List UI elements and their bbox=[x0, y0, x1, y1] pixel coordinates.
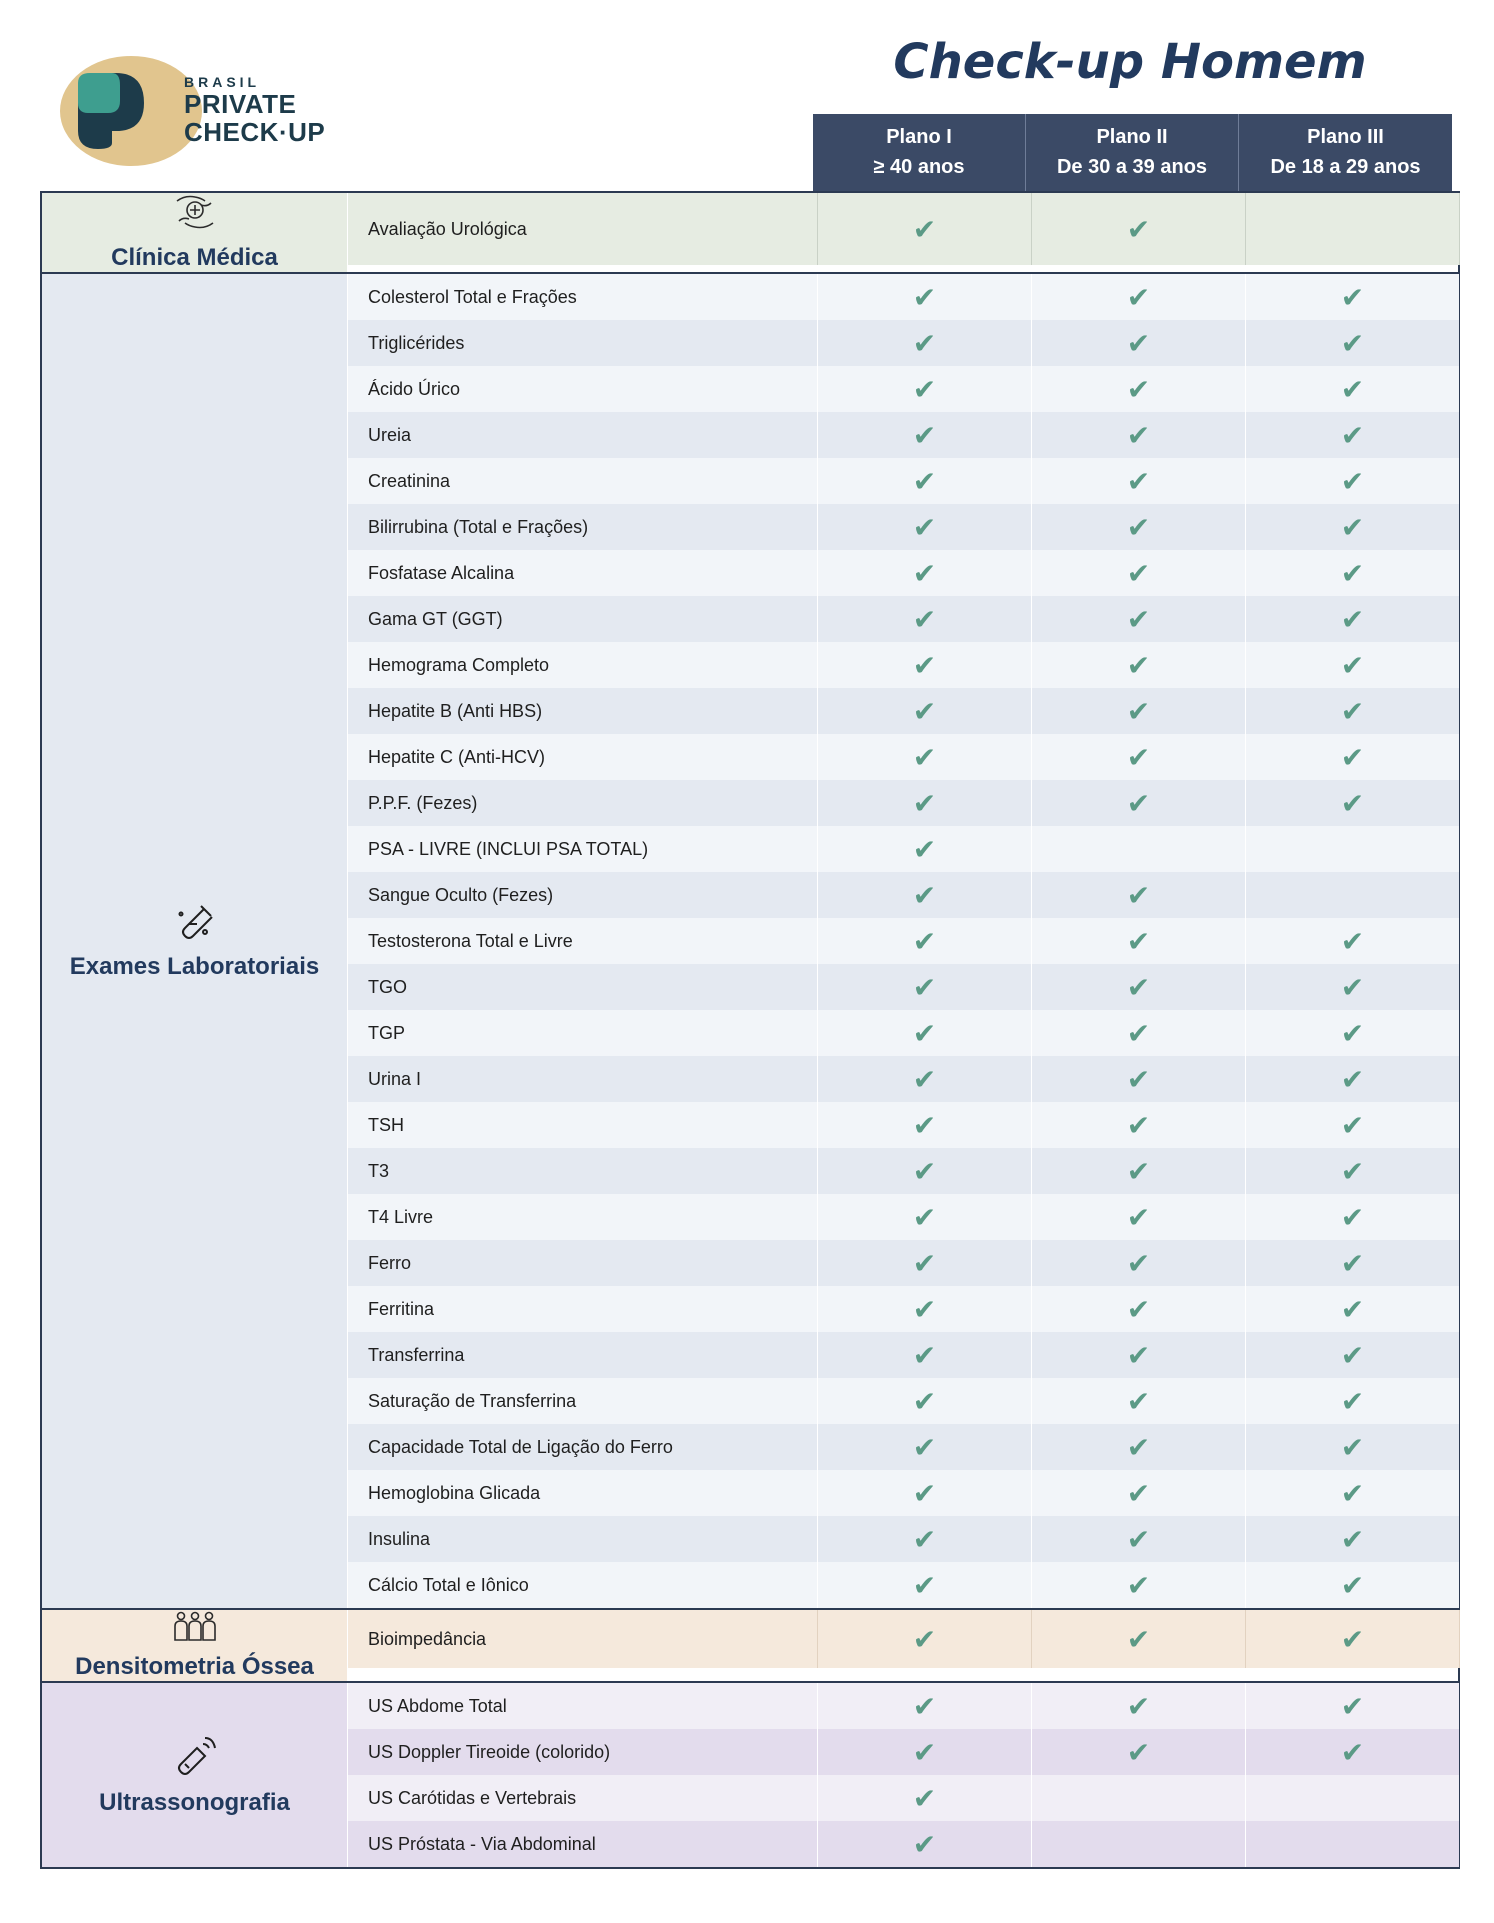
check-icon: ✔ bbox=[1032, 1286, 1246, 1332]
check-icon: ✔ bbox=[818, 504, 1032, 550]
exam-name: US Abdome Total bbox=[348, 1683, 818, 1729]
check-icon: ✔ bbox=[1032, 1610, 1246, 1668]
exam-name: US Doppler Tireoide (colorido) bbox=[348, 1729, 818, 1775]
check-icon: ✔ bbox=[1032, 872, 1246, 918]
check-icon: ✔ bbox=[1032, 1424, 1246, 1470]
empty-cell bbox=[1246, 193, 1460, 265]
check-icon: ✔ bbox=[818, 1729, 1032, 1775]
empty-cell bbox=[1032, 1821, 1246, 1867]
exam-name: Gama GT (GGT) bbox=[348, 596, 818, 642]
table-row bbox=[348, 193, 1460, 265]
section-clinica-medica bbox=[42, 193, 1458, 274]
section-label bbox=[42, 274, 348, 1608]
check-icon: ✔ bbox=[818, 734, 1032, 780]
logo-private: PRIVATE bbox=[184, 89, 297, 119]
logo-p-icon bbox=[78, 73, 148, 149]
check-icon: ✔ bbox=[818, 1194, 1032, 1240]
check-icon: ✔ bbox=[818, 1010, 1032, 1056]
empty-cell bbox=[1246, 1775, 1459, 1821]
check-icon: ✔ bbox=[1032, 1148, 1246, 1194]
check-icon: ✔ bbox=[818, 1562, 1032, 1608]
check-icon: ✔ bbox=[818, 688, 1032, 734]
exam-name: PSA - LIVRE (INCLUI PSA TOTAL) bbox=[348, 826, 818, 872]
plan-age: De 18 a 29 anos bbox=[1270, 156, 1421, 178]
plan-name: Plano II bbox=[1096, 126, 1168, 148]
check-icon: ✔ bbox=[1032, 458, 1246, 504]
table-row bbox=[348, 688, 1459, 734]
table-row bbox=[348, 504, 1459, 550]
exam-name: Testosterona Total e Livre bbox=[348, 918, 818, 964]
check-icon: ✔ bbox=[1340, 1522, 1365, 1556]
check-icon: ✔ bbox=[1340, 1062, 1365, 1096]
check-icon: ✔ bbox=[1340, 786, 1365, 820]
plan-header-3 bbox=[1239, 114, 1452, 191]
check-icon: ✔ bbox=[818, 1102, 1032, 1148]
table-row bbox=[348, 412, 1459, 458]
exam-name: Urina I bbox=[348, 1056, 818, 1102]
check-icon: ✔ bbox=[818, 1470, 1032, 1516]
section-rows bbox=[348, 274, 1459, 1608]
check-icon: ✔ bbox=[1032, 274, 1246, 320]
check-icon: ✔ bbox=[1032, 1240, 1246, 1286]
check-icon: ✔ bbox=[818, 274, 1032, 320]
table-row bbox=[348, 458, 1459, 504]
section-title: Clínica Médica bbox=[111, 244, 278, 271]
empty-cell bbox=[1246, 1821, 1459, 1867]
logo-checkup: CHECK·UP bbox=[184, 117, 326, 147]
table-row bbox=[348, 320, 1459, 366]
check-icon: ✔ bbox=[1340, 648, 1365, 682]
section-densitometria-ossea bbox=[42, 1610, 1458, 1683]
check-icon: ✔ bbox=[1032, 688, 1246, 734]
exam-name: Triglicérides bbox=[348, 320, 818, 366]
table-row bbox=[348, 1010, 1459, 1056]
table-row bbox=[348, 1240, 1459, 1286]
check-icon: ✔ bbox=[1032, 1470, 1246, 1516]
check-icon: ✔ bbox=[818, 826, 1032, 872]
test-tube-icon bbox=[175, 902, 215, 949]
table-row bbox=[348, 366, 1459, 412]
exam-name: Hepatite C (Anti-HCV) bbox=[348, 734, 818, 780]
exam-name: Capacidade Total de Ligação do Ferro bbox=[348, 1424, 818, 1470]
exam-name: TGP bbox=[348, 1010, 818, 1056]
people-group-icon bbox=[171, 1610, 219, 1649]
exam-name: T3 bbox=[348, 1148, 818, 1194]
check-icon: ✔ bbox=[818, 596, 1032, 642]
check-icon: ✔ bbox=[818, 193, 1032, 265]
table-row bbox=[348, 596, 1459, 642]
check-icon: ✔ bbox=[1340, 464, 1365, 498]
check-icon: ✔ bbox=[1032, 734, 1246, 780]
check-icon: ✔ bbox=[818, 1332, 1032, 1378]
table-row bbox=[348, 780, 1459, 826]
exam-name: Ferritina bbox=[348, 1286, 818, 1332]
check-icon: ✔ bbox=[1340, 1384, 1365, 1418]
check-icon: ✔ bbox=[1032, 412, 1246, 458]
check-icon: ✔ bbox=[1340, 1154, 1365, 1188]
table-row bbox=[348, 918, 1459, 964]
empty-cell bbox=[1032, 1775, 1246, 1821]
table-row bbox=[348, 1729, 1459, 1775]
table-row bbox=[348, 1056, 1459, 1102]
table-row bbox=[348, 1516, 1459, 1562]
exam-name: Ureia bbox=[348, 412, 818, 458]
check-icon: ✔ bbox=[1032, 1194, 1246, 1240]
table-row bbox=[348, 1821, 1459, 1867]
check-icon: ✔ bbox=[1032, 550, 1246, 596]
check-icon: ✔ bbox=[818, 1775, 1032, 1821]
logo-wordmark bbox=[184, 74, 325, 146]
table-row bbox=[348, 1102, 1459, 1148]
check-icon: ✔ bbox=[1340, 1476, 1365, 1510]
check-icon: ✔ bbox=[1032, 1378, 1246, 1424]
table-row bbox=[348, 1148, 1459, 1194]
section-exames-laboratoriais bbox=[42, 274, 1458, 1610]
exam-name: Colesterol Total e Frações bbox=[348, 274, 818, 320]
section-rows bbox=[348, 1683, 1459, 1867]
check-icon: ✔ bbox=[1246, 1610, 1460, 1668]
check-icon: ✔ bbox=[818, 412, 1032, 458]
check-icon: ✔ bbox=[818, 458, 1032, 504]
check-icon: ✔ bbox=[1032, 780, 1246, 826]
exam-name: Hepatite B (Anti HBS) bbox=[348, 688, 818, 734]
check-icon: ✔ bbox=[1340, 1689, 1365, 1723]
section-label bbox=[42, 193, 348, 272]
check-icon: ✔ bbox=[1032, 193, 1246, 265]
check-icon: ✔ bbox=[1032, 1516, 1246, 1562]
check-icon: ✔ bbox=[1032, 320, 1246, 366]
check-icon: ✔ bbox=[818, 1821, 1032, 1867]
exam-name: Hemograma Completo bbox=[348, 642, 818, 688]
check-icon: ✔ bbox=[818, 872, 1032, 918]
exam-name: Hemoglobina Glicada bbox=[348, 1470, 818, 1516]
table-row bbox=[348, 1610, 1460, 1668]
plan-header-1 bbox=[813, 114, 1026, 191]
exam-name: TSH bbox=[348, 1102, 818, 1148]
check-icon: ✔ bbox=[1340, 510, 1365, 544]
table-row bbox=[348, 1470, 1459, 1516]
exam-name: Creatinina bbox=[348, 458, 818, 504]
check-icon: ✔ bbox=[818, 964, 1032, 1010]
table-row bbox=[348, 1286, 1459, 1332]
table-row bbox=[348, 1332, 1459, 1378]
check-icon: ✔ bbox=[1340, 1338, 1365, 1372]
exam-name: Fosfatase Alcalina bbox=[348, 550, 818, 596]
check-icon: ✔ bbox=[1032, 1683, 1246, 1729]
plan-age: ≥ 40 anos bbox=[873, 156, 965, 178]
empty-cell bbox=[1246, 872, 1459, 918]
check-icon: ✔ bbox=[818, 780, 1032, 826]
page-title: Check-up Homem bbox=[893, 34, 1367, 90]
check-icon: ✔ bbox=[1032, 504, 1246, 550]
table-row bbox=[348, 1683, 1459, 1729]
section-rows bbox=[348, 1610, 1460, 1681]
section-title: Densitometria Óssea bbox=[75, 1653, 314, 1680]
section-ultrassonografia bbox=[42, 1683, 1458, 1867]
check-icon: ✔ bbox=[1032, 642, 1246, 688]
exam-name: P.P.F. (Fezes) bbox=[348, 780, 818, 826]
check-icon: ✔ bbox=[1340, 1430, 1365, 1464]
table-row bbox=[348, 1775, 1459, 1821]
logo-brasil: BRASIL bbox=[184, 74, 261, 90]
check-icon: ✔ bbox=[818, 1148, 1032, 1194]
check-icon: ✔ bbox=[818, 918, 1032, 964]
table-row bbox=[348, 964, 1459, 1010]
check-icon: ✔ bbox=[1340, 694, 1365, 728]
check-icon: ✔ bbox=[818, 1683, 1032, 1729]
check-icon: ✔ bbox=[1340, 1108, 1365, 1142]
check-icon: ✔ bbox=[818, 1424, 1032, 1470]
check-icon: ✔ bbox=[818, 642, 1032, 688]
logo-badge bbox=[60, 56, 202, 166]
check-icon: ✔ bbox=[818, 1516, 1032, 1562]
check-icon: ✔ bbox=[1340, 924, 1365, 958]
check-icon: ✔ bbox=[1340, 1735, 1365, 1769]
check-icon: ✔ bbox=[818, 550, 1032, 596]
check-icon: ✔ bbox=[818, 1286, 1032, 1332]
exam-name: Sangue Oculto (Fezes) bbox=[348, 872, 818, 918]
check-icon: ✔ bbox=[1340, 1292, 1365, 1326]
check-icon: ✔ bbox=[1340, 556, 1365, 590]
check-icon: ✔ bbox=[818, 366, 1032, 412]
exam-name: Bioimpedância bbox=[348, 1610, 818, 1668]
check-icon: ✔ bbox=[818, 320, 1032, 366]
check-icon: ✔ bbox=[818, 1378, 1032, 1424]
plan-header-2 bbox=[1026, 114, 1239, 191]
check-icon: ✔ bbox=[1032, 1562, 1246, 1608]
section-title: Exames Laboratoriais bbox=[69, 952, 320, 980]
checkup-table bbox=[40, 191, 1460, 1869]
section-rows bbox=[348, 193, 1460, 272]
exam-name: Bilirrubina (Total e Frações) bbox=[348, 504, 818, 550]
section-title: Ultrassonografia bbox=[99, 1788, 290, 1816]
section-label bbox=[42, 1683, 348, 1867]
exam-name: Saturação de Transferrina bbox=[348, 1378, 818, 1424]
exam-name: Avaliação Urológica bbox=[348, 193, 818, 265]
plan-age: De 30 a 39 anos bbox=[1056, 156, 1208, 178]
exam-name: T4 Livre bbox=[348, 1194, 818, 1240]
check-icon: ✔ bbox=[1340, 372, 1365, 406]
table-row bbox=[348, 550, 1459, 596]
exam-name: Cálcio Total e Iônico bbox=[348, 1562, 818, 1608]
check-icon: ✔ bbox=[1032, 964, 1246, 1010]
exam-name: US Carótidas e Vertebrais bbox=[348, 1775, 818, 1821]
check-icon: ✔ bbox=[1340, 602, 1365, 636]
check-icon: ✔ bbox=[1340, 740, 1365, 774]
plan-header-row bbox=[813, 114, 1452, 191]
table-row bbox=[348, 1562, 1459, 1608]
check-icon: ✔ bbox=[818, 1240, 1032, 1286]
exam-name: Ferro bbox=[348, 1240, 818, 1286]
table-row bbox=[348, 1424, 1459, 1470]
table-row bbox=[348, 1194, 1459, 1240]
exam-name: US Próstata - Via Abdominal bbox=[348, 1821, 818, 1867]
table-row bbox=[348, 826, 1459, 872]
table-row bbox=[348, 1378, 1459, 1424]
check-icon: ✔ bbox=[1032, 1056, 1246, 1102]
check-icon: ✔ bbox=[1032, 366, 1246, 412]
check-icon: ✔ bbox=[1032, 596, 1246, 642]
exam-name: Transferrina bbox=[348, 1332, 818, 1378]
empty-cell bbox=[1246, 826, 1459, 872]
check-icon: ✔ bbox=[818, 1610, 1032, 1668]
table-row bbox=[348, 872, 1459, 918]
brand-logo bbox=[60, 54, 326, 170]
check-icon: ✔ bbox=[1340, 1246, 1365, 1280]
table-row bbox=[348, 642, 1459, 688]
check-icon: ✔ bbox=[1032, 1332, 1246, 1378]
check-icon: ✔ bbox=[1340, 1016, 1365, 1050]
medical-hands-icon bbox=[173, 193, 217, 240]
exam-name: Ácido Úrico bbox=[348, 366, 818, 412]
table-row bbox=[348, 274, 1459, 320]
empty-cell bbox=[1032, 826, 1246, 872]
plan-name: Plano III bbox=[1307, 126, 1384, 148]
exam-name: Insulina bbox=[348, 1516, 818, 1562]
check-icon: ✔ bbox=[1032, 1729, 1246, 1775]
plan-name: Plano I bbox=[886, 126, 952, 148]
check-icon: ✔ bbox=[1340, 326, 1365, 360]
check-icon: ✔ bbox=[1032, 918, 1246, 964]
check-icon: ✔ bbox=[1340, 1200, 1365, 1234]
check-icon: ✔ bbox=[1340, 970, 1365, 1004]
check-icon: ✔ bbox=[1032, 1010, 1246, 1056]
exam-name: TGO bbox=[348, 964, 818, 1010]
check-icon: ✔ bbox=[1340, 1568, 1365, 1602]
check-icon: ✔ bbox=[1032, 1102, 1246, 1148]
ultrasound-probe-icon bbox=[173, 1734, 217, 1785]
section-label bbox=[42, 1610, 348, 1681]
check-icon: ✔ bbox=[1340, 418, 1365, 452]
check-icon: ✔ bbox=[1340, 280, 1365, 314]
table-row bbox=[348, 734, 1459, 780]
check-icon: ✔ bbox=[818, 1056, 1032, 1102]
